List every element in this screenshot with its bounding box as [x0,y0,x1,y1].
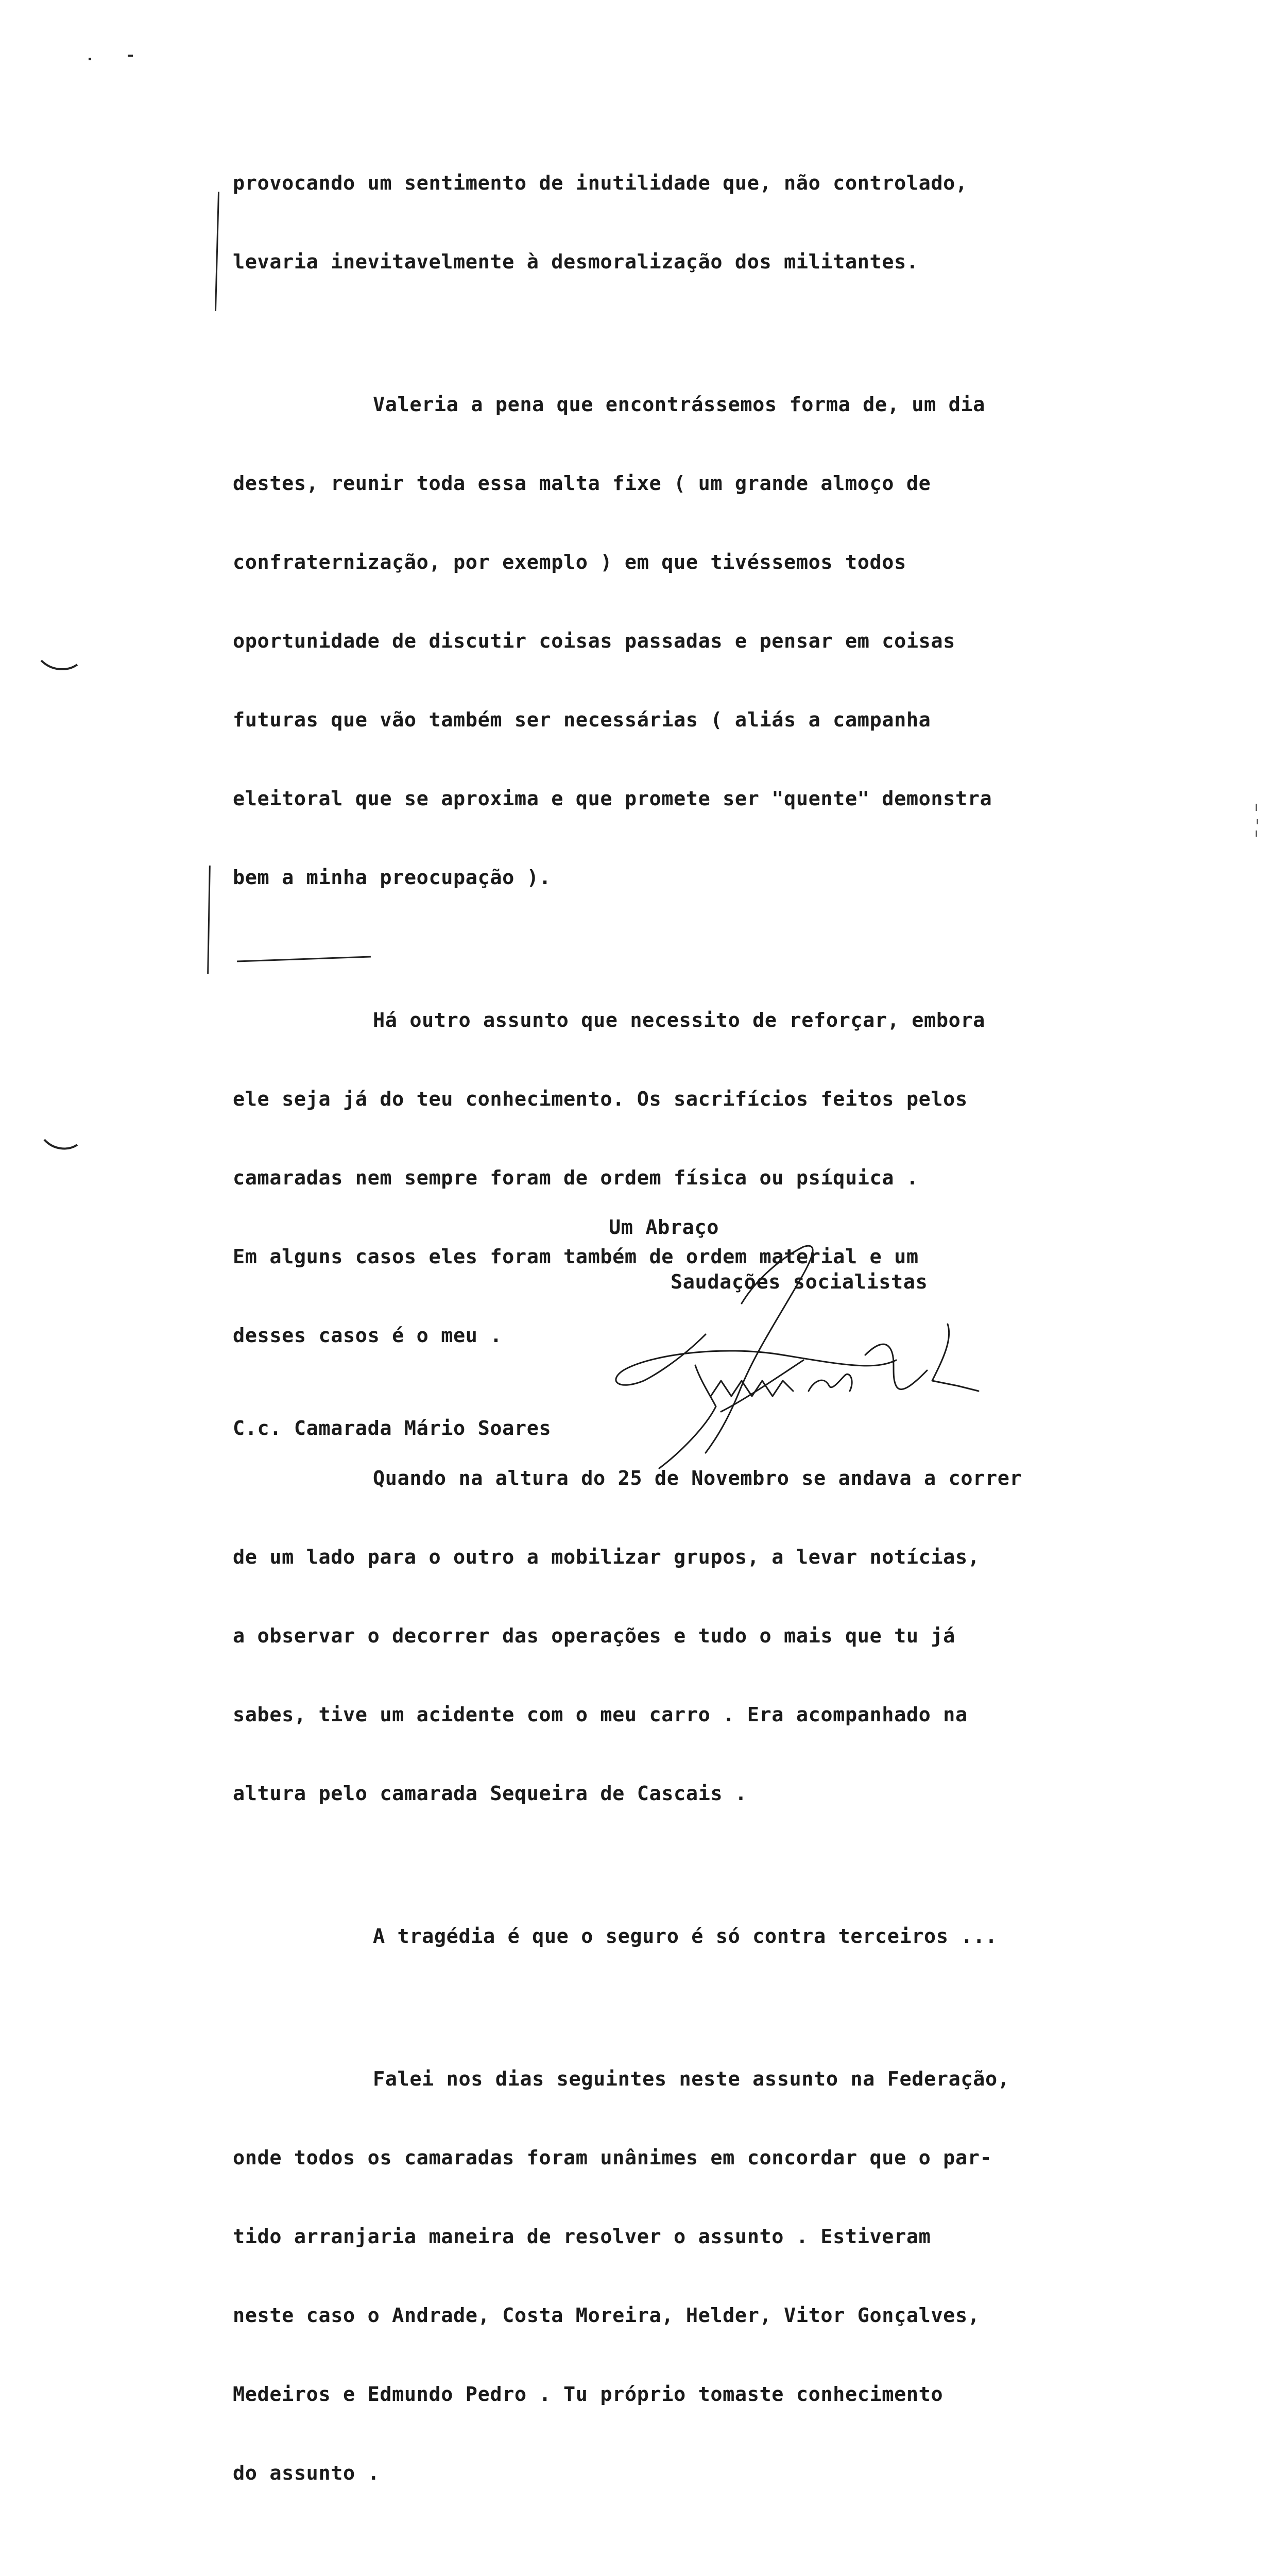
paragraph-6 [233,2013,1222,2539]
paragraph-line: oportunidade de discutir coisas passadas e pensar em coisas [233,630,955,653]
paragraph-line: confraternização, por exemplo ) em que tivéssemos todos [233,551,906,574]
paragraph-7 [233,2550,1222,2576]
paragraph-line: destes, reunir toda essa malta fixe ( um grande almoço de [233,472,931,495]
paragraph-line: Medeiros e Edmundo Pedro . Tu próprio tomaste conhecimento [233,2383,944,2406]
paragraph-line: onde todos os camaradas foram unânimes em concordar que o par- [233,2146,992,2170]
paragraph-line: camaradas nem sempre foram de ordem física ou psíquica . [233,1166,919,1190]
paragraph-line: Quando na altura do 25 de Novembro se andava a correr [373,1467,1022,1490]
paragraph-line: bem a minha preocupação ). [233,866,552,889]
paragraph-line: de um lado para o outro a mobilizar grupos, a levar notícias, [233,1546,980,1569]
cc-recipient: C.c. Camarada Mário Soares [233,1417,552,1440]
paragraph-line: ele seja já do teu conhecimento. Os sacrifícios feitos pelos [233,1088,968,1111]
paragraph-line: neste caso o Andrade, Costa Moreira, Helder, Vitor Gonçalves, [233,2304,980,2327]
paragraph-line: sabes, tive um acidente com o meu carro . Era acompanhado na [233,1703,968,1726]
margin-bracket-mark [207,866,211,974]
paragraph-line: Em alguns casos eles foram também de ordem material e um [233,1245,919,1268]
handwritten-signature [587,1226,1009,1504]
paragraph-line: A tragédia é que o seguro é só contra terceiros ... [373,1925,998,1948]
paragraph-line: futuras que vão também ser necessárias ( aliás a campanha [233,708,931,732]
paragraph-line: provocando um sentimento de inutilidade que, não controlado, [233,172,968,195]
margin-bracket-mark [215,192,219,311]
paragraph-line: levaria inevitavelmente à desmoralização dos militantes. [233,250,919,274]
paragraph-1 [233,117,1222,328]
paragraph-line: desses casos é o meu . [233,1324,503,1347]
closing-salutation: Saudações socialistas [671,1270,928,1294]
paragraph-2 [233,339,1222,943]
paragraph-line: tido arranjaria maneira de resolver o assunto . Estiveram [233,2225,931,2248]
paragraph-line: Falei nos dias seguintes neste assunto na Federação, [373,2067,1010,2091]
paragraph-line: eleitoral que se aproxima e que promete ser "quente" demonstra [233,787,992,810]
paragraph-line: a observar o decorrer das operações e tudo o mais que tu já [233,1624,955,1648]
paragraph-line: altura pelo camarada Sequeira de Cascais . [233,1782,747,1805]
closing-greeting: Um Abraço [609,1216,719,1239]
paragraph-line: do assunto . [233,2462,380,2485]
paragraph-line: Há outro assunto que necessito de reforçar, embora [373,1009,985,1032]
paragraph-5 [233,1871,1222,2002]
paragraph-line: Valeria a pena que encontrássemos forma de, um dia [373,393,985,416]
